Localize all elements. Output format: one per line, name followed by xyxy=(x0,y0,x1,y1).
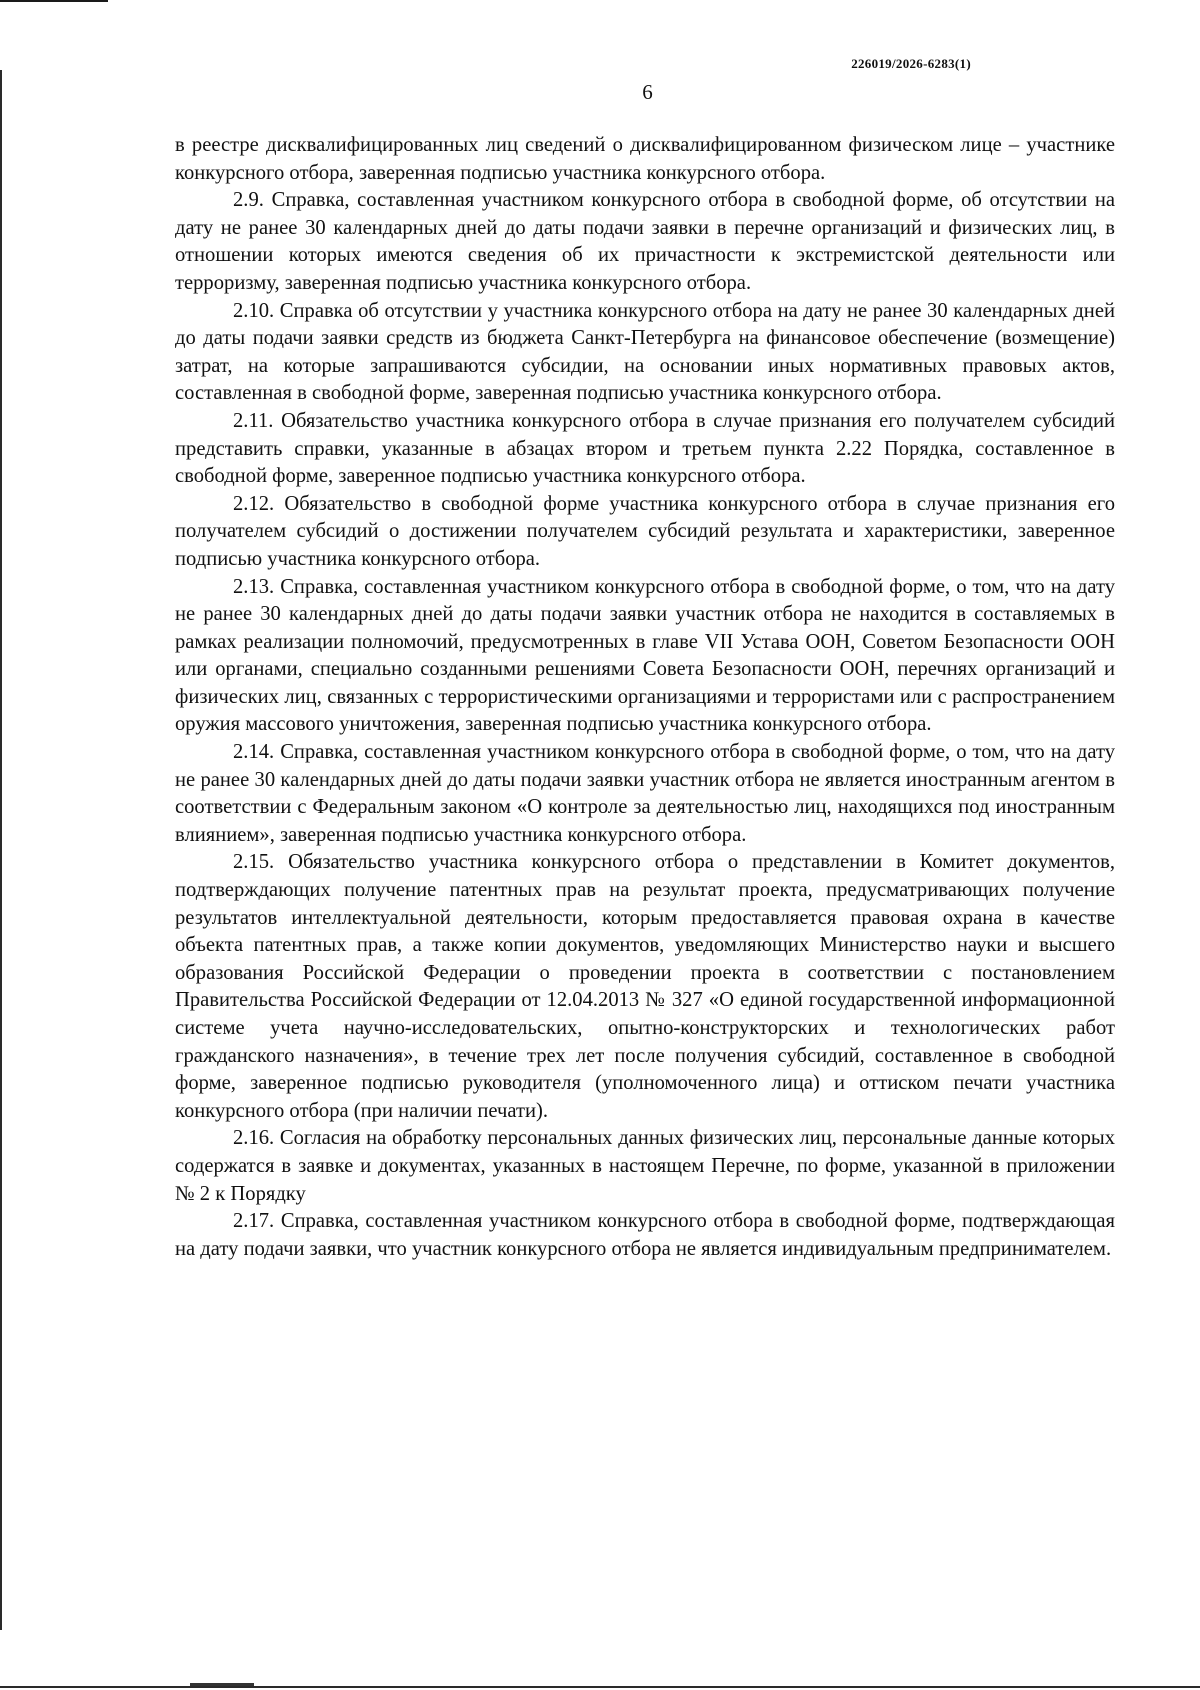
paragraph-2-14: 2.14. Справка, составленная участником конкурсного отбора в свободной форме, о том, что на дату не ранее 30 календарных дней до даты подачи заявки участник отбора не является иностранным агентом в соответствии с Федеральным законом «О контроле за деятельностью лиц, находящихся под иностранным влиянием», заверенная подписью участника конкурсного отбора. xyxy=(175,741,1115,846)
page-number: 6 xyxy=(642,80,653,104)
paragraph-2-16: 2.16. Согласия на обработку персональных данных физических лиц, персональные данные которых содержатся в заявке и документах, указанных в настоящем Перечне, по форме, указанной в приложении № 2 к Порядку xyxy=(175,1127,1115,1205)
paragraph-continuation: в реестре дисквалифицированных лиц сведений о дисквалифицированном физическом лице – участнике конкурсного отбора, заверенная подписью участника конкурсного отбора. xyxy=(175,134,1115,184)
paragraph-2-9: 2.9. Справка, составленная участником конкурсного отбора в свободной форме, об отсутствии на дату не ранее 30 календарных дней до даты подачи заявки в перечне организаций и физических лиц, в отношении которых имеются сведения об их причастности к экстремистской деятельности или терроризму, заверенная подписью участника конкурсного отбора. xyxy=(175,189,1115,294)
document-number: 226019/2026-6283(1) xyxy=(851,56,971,71)
paragraph-2-11: 2.11. Обязательство участника конкурсного отбора в случае признания его получателем субсидий представить справки, указанные в абзацах втором и третьем пункта 2.22 Порядка, составленное в свободной форме, заверенное подписью участника конкурсного отбора. xyxy=(175,409,1115,488)
scan-border-mark xyxy=(190,1683,254,1686)
paragraph-2-13: 2.13. Справка, составленная участником конкурсного отбора в свободной форме, о том, что на дату не ранее 30 календарных дней до даты подачи заявки участник отбора не находится в составляемых в рамках реализации полномочий, предусмотренных в главе VII Устава ООН, Советом Безопасности ООН или органами, специально созданными решениями Совета Безопасности ООН, перечнях организаций и физических лиц, связанных с террористическими организациями и террористами или с распространением оружия массового уничтожения, заверенная подписью участника конкурсного отбора. xyxy=(175,575,1115,736)
scan-border-bottom xyxy=(0,1686,1200,1688)
paragraph-2-10: 2.10. Справка об отсутствии у участника конкурсного отбора на дату не ранее 30 календарных дней до даты подачи заявки средств из бюджета Санкт-Петербурга на финансовое обеспечение (возмещение) затрат, на которые запрашиваются субсидии, на основании иных нормативных правовых актов, составленная в свободной форме, заверенная подписью участника конкурсного отбора. xyxy=(175,299,1115,405)
paragraph-2-12: 2.12. Обязательство в свободной форме участника конкурсного отбора в случае признания его получателем субсидий о достижении получателем субсидий результата и характеристики, заверенное подписью участника конкурсного отбора. xyxy=(175,492,1115,570)
paragraph-2-17: 2.17. Справка, составленная участником конкурсного отбора в свободной форме, подтверждающая на дату подачи заявки, что участник конкурсного отбора не является индивидуальным предпринимателем. xyxy=(175,1210,1115,1260)
scan-border-top xyxy=(0,0,108,2)
scan-border-left xyxy=(0,70,2,1630)
document-body xyxy=(175,132,1115,1263)
paragraph-2-15: 2.15. Обязательство участника конкурсного отбора о представлении в Комитет документов, подтверждающих получение патентных прав на результат проекта, предусматривающих получение результатов интеллектуальной деятельности, которым предоставляется правовая охрана в качестве объекта патентных прав, а также копии документов, уведомляющих Министерство науки и высшего образования Российской Федерации о проведении проекта в соответствии с постановлением Правительства Российской Федерации от 12.04.2013 № 327 «О единой государственной информационной системе учета научно-исследовательских, опытно-конструкторских и технологических работ гражданского назначения», в течение трех лет после получения субсидий, составленное в свободной форме, заверенное подписью руководителя (уполномоченного лица) и оттиском печати участника конкурсного отбора (при наличии печати). xyxy=(175,851,1115,1122)
